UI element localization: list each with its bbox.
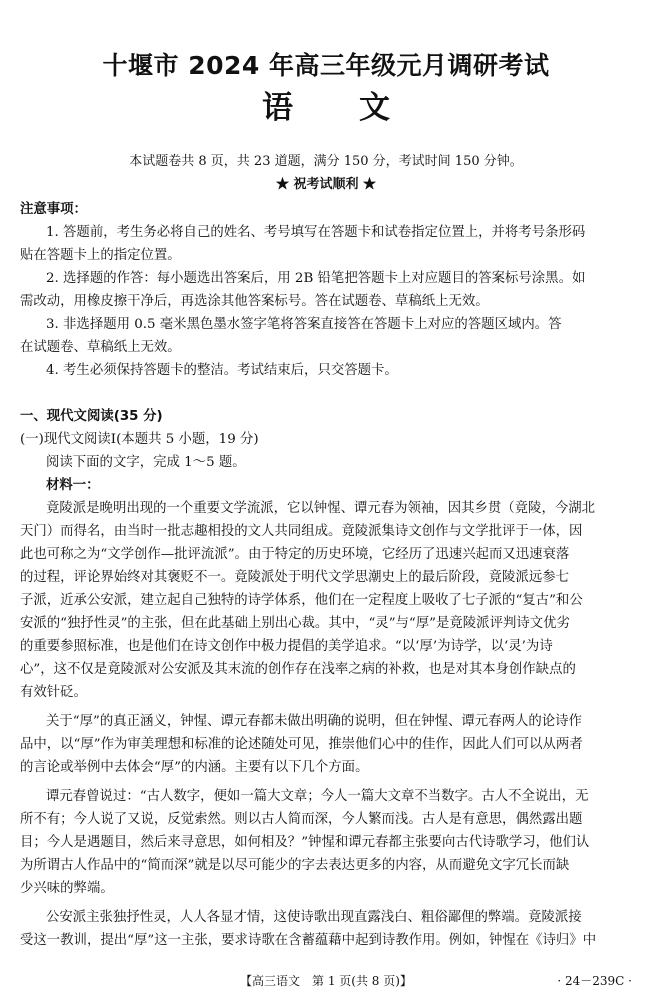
passage-line: 的过程，评论界始终对其褒贬不一。竟陵派处于明代文学思潮史上的最后阶段，竟陵派远参七 (20, 570, 570, 585)
passage-line: 子派，近承公安派，建立起自己独特的诗学体系，他们在一定程度上吸收了七子派的“复古”和公 (20, 593, 583, 608)
passage-line: 天门）而得名，由当时一批志趣相投的文人共同组成。竟陵派集诗文创作与文学批评于一体，因 (20, 524, 583, 539)
notice-line: 需改动，用橡皮擦干净后，再选涂其他答案标号。答在试题卷、草稿纸上无效。 (20, 294, 489, 309)
exam-code: · 24－239C · (557, 974, 632, 988)
passage-line: 品中，以“厚”作为审美理想和标准的论述随处可见，推崇他们心中的佳作，因此人们可以从两者 (20, 737, 583, 752)
notice-line: 3. 非选择题用 0.5 毫米黑色墨水签字笔将答案直接答在答题卡上对应的答题区域内。答 (46, 317, 562, 332)
notice-line: 在试题卷、草稿纸上无效。 (20, 340, 181, 355)
passage-line: 的重要参照标准，也是他们在诗文创作中极力提倡的美学追求。“以‘厚’为诗学，以‘灵’为诗 (20, 639, 553, 654)
passage-line: 谭元春曾说过：“古人数字，便如一篇大文章；今人一篇大文章不当数字。古人不全说出，无 (46, 789, 589, 804)
subject-title: 语文 (262, 90, 456, 126)
passage-line: 公安派主张独抒性灵，人人各显才情，这使诗歌出现直露浅白、粗俗鄙俚的弊端。竟陵派接 (46, 910, 582, 925)
passage-line: 为所谓古人作品中的“简而深”就是以尽可能少的字去表达更多的内容，从而避免文字冗长而缺 (20, 858, 570, 873)
passage-line: 的言论或举例中去体会“厚”的内涵。主要有以下几个方面。 (20, 760, 369, 775)
passage-line: 此也可称之为“文学创作—批评流派”。由于特定的历史环境，它经历了迅速兴起而又迅速衰落 (20, 547, 570, 562)
notice-heading: 注意事项： (20, 202, 87, 217)
passage-line: 安派的“独抒性灵”的主张，但在此基础上别出心裁。其中，“灵”与“厚”是竟陵派评判诗文优劣 (20, 616, 570, 631)
subsection-heading: (一)现代文阅读Ⅰ(本题共 5 小题，19 分) (20, 432, 259, 447)
good-luck-banner: ★ 祝考试顺利 ★ (275, 177, 377, 192)
material-label: 材料一： (46, 478, 100, 493)
passage-line: 目；今人是遇题目，然后来寻意思，如何相及？”钟惺和谭元春都主张要向古代诗歌学习，他们认 (20, 835, 590, 850)
passage-line: 受这一教训，提出“厚”这一主张，要求诗歌在含蓄蕴藉中起到诗教作用。例如，钟惺在《诗归》中 (20, 933, 597, 948)
notice-line: 4. 考生必须保持答题卡的整洁。考试结束后，只交答题卡。 (46, 363, 398, 378)
passage-line: 少兴味的弊端。 (20, 881, 114, 896)
passage-line: 所不有；今人说了又说，反觉索然。则以古人简而深，今人繁而浅。古人是有意思，偶然露出题 (20, 812, 583, 827)
passage-line: 关于“厚”的真正涵义，钟惺、谭元春都未做出明确的说明，但在钟惺、谭元春两人的论诗作 (46, 714, 582, 729)
page-number: 【高三语文 第 1 页(共 8 页)】 (240, 974, 412, 988)
notice-line: 2. 选择题的作答：每小题选出答案后，用 2B 铅笔把答题卡上对应题目的答案标号涂黑。如 (46, 271, 586, 286)
exam-title: 十堰市 2024 年高三年级元月调研考试 (102, 51, 550, 80)
notice-line: 1. 答题前，考生务必将自己的姓名、考号填写在答题卡和试卷指定位置上，并将考号条形码 (46, 225, 586, 240)
passage-line: 心”，这不仅是竟陵派对公安派及其末流的创作存在浅率之病的补救，也是对其本身创作缺点的 (20, 662, 576, 677)
passage-line: 有效针砭。 (20, 685, 87, 700)
reading-instruction: 阅读下面的文字，完成 1～5 题。 (46, 455, 246, 470)
exam-info: 本试题卷共 8 页，共 23 道题，满分 150 分，考试时间 150 分钟。 (129, 154, 523, 169)
notice-line: 贴在答题卡上的指定位置。 (20, 248, 181, 263)
passage-line: 竟陵派是晚明出现的一个重要文学流派，它以钟惺、谭元春为领袖，因其乡贯（竟陵，今湖北 (46, 501, 596, 516)
section-heading: 一、现代文阅读(35 分) (20, 409, 163, 424)
